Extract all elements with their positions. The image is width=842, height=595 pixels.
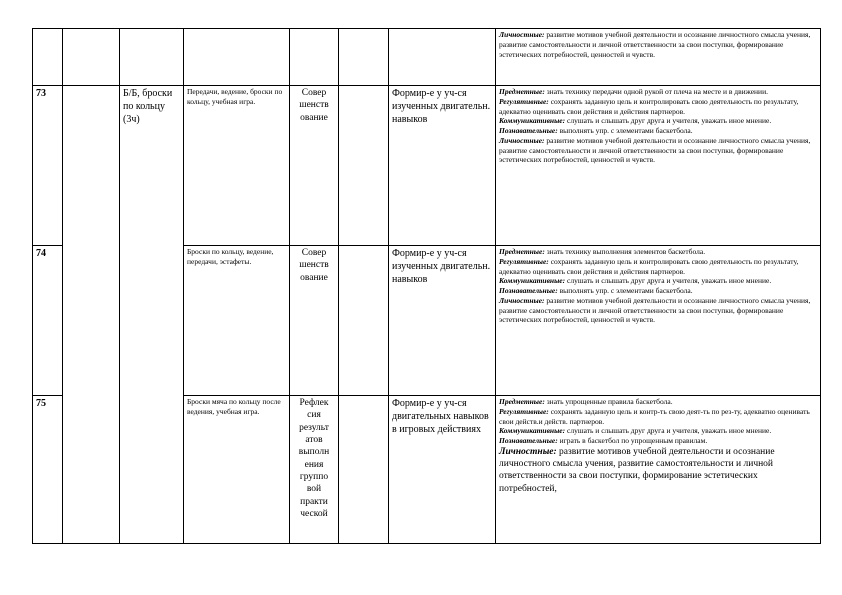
uud-text: выполнять упр. с элементами баскетбола.: [557, 286, 693, 295]
cell-empty: [63, 29, 120, 86]
uud-text: знать технику выполнения элементов баскетбола.: [544, 247, 706, 256]
uud-label: Регулятивные:: [499, 96, 549, 106]
uud-label: Познавательные:: [499, 286, 558, 295]
uud-label: Коммуникативные:: [499, 276, 566, 286]
uud-label: Предметные:: [499, 247, 545, 256]
lesson-goal: Формир-е у уч-ся двигательных навыков в игровых действиях: [389, 396, 496, 544]
lesson-goal: Формир-е у уч-ся изученных двигательн. навыков: [389, 246, 496, 396]
uud-label: Регулятивные:: [499, 256, 549, 266]
uud-text: сохранять заданную цель и контр-ть свою деят-ть по рез-ту, адекватно оценивать свои действ.и действ. партнеров.: [499, 406, 810, 426]
uud-label: Познавательные:: [499, 126, 558, 135]
cell-empty: [63, 86, 120, 246]
cell-empty: [33, 29, 63, 86]
cell-empty: [184, 29, 290, 86]
lesson-type: Совер шенств ование: [290, 86, 339, 246]
lesson-content: Броски по кольцу, ведение, передачи, эстафеты.: [184, 246, 290, 396]
lesson-type: Рефлек сия результ атов выполн ения группо вой практи ческой: [290, 396, 339, 544]
uud-text: знать упрощенные правила баскетбола.: [544, 397, 673, 406]
lesson-content: Передачи, ведение, броски по кольцу, учебная игра.: [184, 86, 290, 246]
uud-label: Коммуникативные:: [499, 426, 566, 436]
cell-empty: [290, 29, 339, 86]
lesson-number: 73: [33, 86, 63, 246]
lesson-plan-table: [32, 28, 821, 544]
uud-text: развитие мотивов учебной деятельности и осознание личностного смысла учения, развитие самостоятельности и личной ответственности за свои поступки, формирование эстетических потребностей, ценностей и чувств.: [499, 30, 811, 59]
uud-text: выполнять упр. с элементами баскетбола.: [557, 126, 693, 135]
lesson-number: 75: [33, 396, 63, 544]
uud-text: слушать и слышать друг друга и учителя, уважать иное мнение.: [565, 426, 772, 436]
uud-text: развитие мотивов учебной деятельности и осознание личностного смысла учения, развитие самостоятельности и личной ответственности за свои поступки, формирование эстетических потребностей, ценностей и чувств.: [499, 295, 811, 325]
uud-label: Коммуникативные:: [499, 116, 566, 126]
cell-empty: [63, 396, 120, 544]
cell-uud: [496, 86, 821, 246]
uud-text: слушать и слышать друг друга и учителя, уважать иное мнение.: [565, 276, 772, 286]
uud-text: развитие мотивов учебной деятельности и осознание личностного смысла учения, развитие самостоятельности и личной ответственности за свои поступки, формирование эстетических потребностей, ценностей и чувств.: [499, 135, 811, 165]
uud-label: Личностные:: [499, 135, 545, 145]
lesson-type: Совер шенств ование: [290, 246, 339, 396]
cell-empty: [339, 86, 389, 246]
uud-label: Регулятивные:: [499, 406, 549, 416]
uud-text: сохранять заданную цель и контролировать свою деятельность по результату, адекватно оценивать свои действия и действия партнеров.: [499, 256, 799, 276]
uud-text: развитие мотивов учебной деятельности и осознание личностного смысла учения, развитие самостоятельности и личной ответственности за свои поступки, формирование эстетических потребностей,: [499, 446, 775, 494]
uud-label: Личностные:: [499, 295, 545, 305]
cell-empty: [339, 29, 389, 86]
uud-label: Познавательные:: [499, 436, 558, 445]
cell-uud: [496, 396, 821, 544]
uud-text: играть в баскетбол по упрощенным правилам.: [557, 436, 708, 445]
lesson-number: 74: [33, 246, 63, 396]
cell-empty: [63, 246, 120, 396]
table-row-continuation: [33, 29, 821, 86]
uud-label: Личностные:: [499, 446, 557, 457]
uud-label: Предметные:: [499, 397, 545, 406]
table-row-73: [33, 86, 821, 246]
cell-empty: [389, 29, 496, 86]
uud-label: Предметные:: [499, 87, 545, 96]
uud-text: знать технику передачи одной рукой от плеча на месте и в движении.: [544, 87, 768, 96]
uud-text: сохранять заданную цель и контролировать свою деятельность по результату, адекватно оценивать свои действия и действия партнеров.: [499, 96, 799, 116]
cell-empty: [120, 29, 184, 86]
lesson-topic: Б/Б, броски по кольцу (3ч): [120, 86, 184, 544]
cell-uud: [496, 29, 821, 86]
cell-empty: [339, 396, 389, 544]
cell-uud: [496, 246, 821, 396]
uud-text: слушать и слышать друг друга и учителя, уважать иное мнение.: [565, 116, 772, 126]
uud-label: Личностные:: [499, 30, 545, 39]
lesson-goal: Формир-е у уч-ся изученных двигательн. навыков: [389, 86, 496, 246]
lesson-content: Броски мяча по кольцу после ведения, учебная игра.: [184, 396, 290, 544]
cell-empty: [339, 246, 389, 396]
